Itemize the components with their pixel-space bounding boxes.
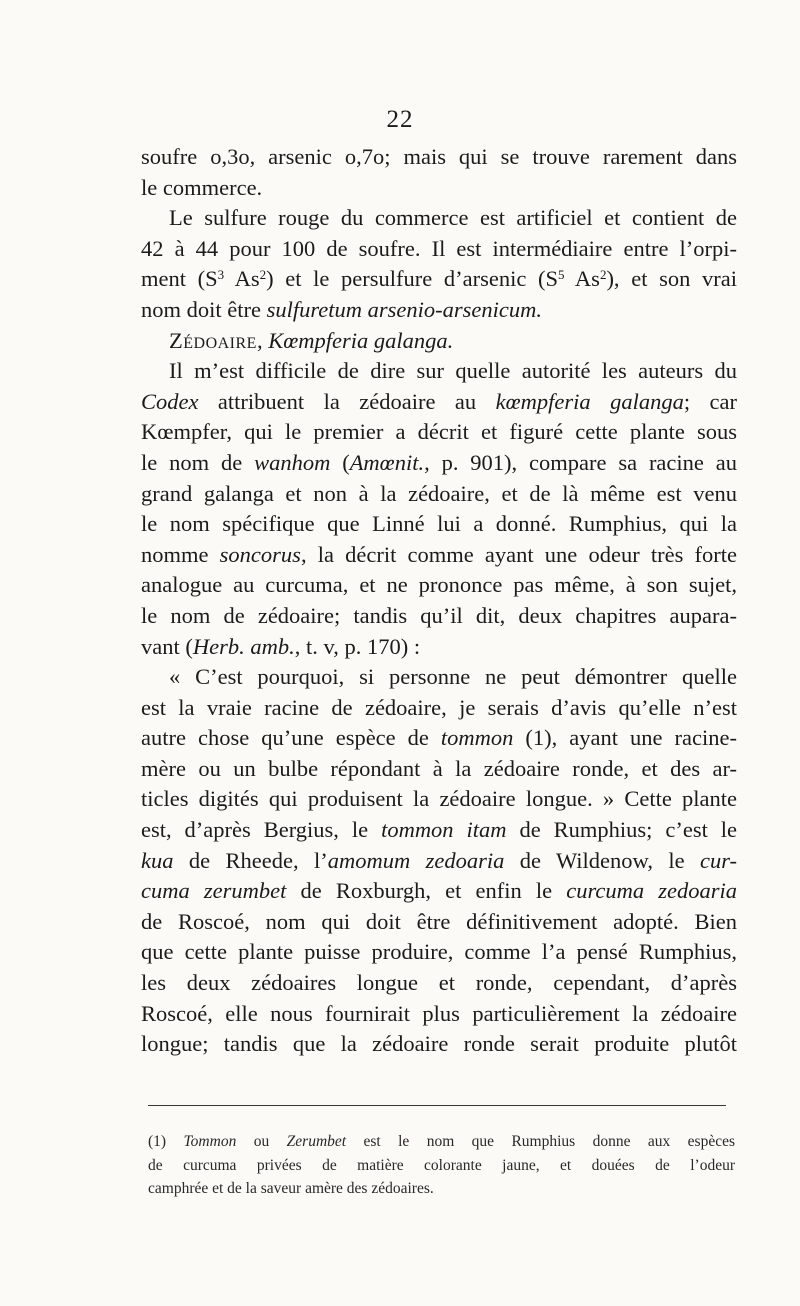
text-line: les deux zédoaires longue et ronde, cependant, d’après bbox=[141, 970, 737, 996]
text-line: Kœmpfer, qui le premier a décrit et figuré cette plante sous bbox=[141, 419, 737, 445]
text-line: ment ($S^3$ As$^2$) et le persulfure d’arsenic ($S^5$ As$^2$), et son vrai bbox=[141, 266, 738, 292]
section-heading: Zédoaire, Kœmpferia galanga. bbox=[169, 327, 454, 353]
text-line: le nom spécifique que Linné lui a donné. Rumphius, qui la bbox=[141, 511, 737, 537]
text-line: Roscoé, elle nous fournirait plus particulièrement la zédoaire bbox=[141, 1000, 737, 1026]
text-line: Il m’est difficile de dire sur quelle autorité les auteurs du bbox=[169, 358, 737, 384]
latin-name: sulfuretum arsenio-arsenicum. bbox=[266, 296, 543, 322]
footnote-divider bbox=[148, 1105, 726, 1106]
text-line: cuma zerumbet de Roxburgh, et enfin le curcuma zedoaria bbox=[141, 878, 737, 904]
text-line: kua de Rheede, l’amomum zedoaria de Wildenow, le cur- bbox=[141, 847, 738, 873]
text-line: Le sulfure rouge du commerce est artificiel et contient de bbox=[169, 205, 737, 231]
text-line: 42 à 44 pour 100 de soufre. Il est intermédiaire entre l’orpi- bbox=[141, 235, 737, 261]
footnote-line: camphrée et de la saveur amère des zédoaires. bbox=[148, 1180, 434, 1197]
text-line: le nom de zédoaire; tandis qu’il dit, deux chapitres aupara- bbox=[141, 602, 737, 628]
footnote bbox=[148, 1130, 735, 1201]
text-line: que cette plante puisse produire, comme l’a pensé Rumphius, bbox=[141, 939, 737, 965]
text-line: nom doit être sulfuretum arsenio-arsenicum. bbox=[141, 296, 543, 322]
text-line: est la vraie racine de zédoaire, je serais d’avis qu’elle n’est bbox=[141, 694, 737, 720]
text-line: vant (Herb. amb., t. v, p. 170) : bbox=[141, 633, 421, 659]
text-line: nomme soncorus, la décrit comme ayant une odeur très forte bbox=[141, 541, 737, 567]
text-line: analogue au curcuma, et ne prononce pas même, à son sujet, bbox=[141, 572, 737, 598]
text-line: le commerce. bbox=[141, 174, 263, 200]
footnote-line: (1) Tommon ou Zerumbet est le nom que Rumphius donne aux espèces bbox=[148, 1133, 736, 1150]
text-line: soufre o,3o, arsenic o,7o; mais qui se trouve rarement dans bbox=[141, 144, 737, 169]
page-number: 22 bbox=[386, 106, 414, 133]
text-line: Codex attribuent la zédoaire au kœmpferia galanga; car bbox=[141, 388, 737, 414]
text-line: longue; tandis que la zédoaire ronde serait produite plutôt bbox=[141, 1031, 737, 1057]
body-text bbox=[141, 142, 737, 1060]
text-line: ticles digités qui produisent la zédoaire longue. » Cette plante bbox=[141, 786, 737, 812]
text-line: « C’est pourquoi, si personne ne peut démontrer quelle bbox=[169, 664, 737, 690]
text-line: le nom de wanhom (Amœnit., p. 901), compare sa racine au bbox=[141, 449, 737, 475]
text-line: de Roscoé, nom qui doit être définitivement adopté. Bien bbox=[141, 908, 737, 934]
text-line: est, d’après Bergius, le tommon itam de Rumphius; c’est le bbox=[141, 817, 738, 843]
text-line: grand galanga et non à la zédoaire, et de là même est venu bbox=[141, 480, 737, 506]
text-line: mère ou un bulbe répondant à la zédoaire ronde, et des ar- bbox=[141, 755, 737, 781]
text-line: autre chose qu’une espèce de tommon (1), ayant une racine- bbox=[141, 725, 737, 751]
footnote-line: de curcuma privées de matière colorante jaune, et douées de l’odeur bbox=[148, 1156, 735, 1174]
